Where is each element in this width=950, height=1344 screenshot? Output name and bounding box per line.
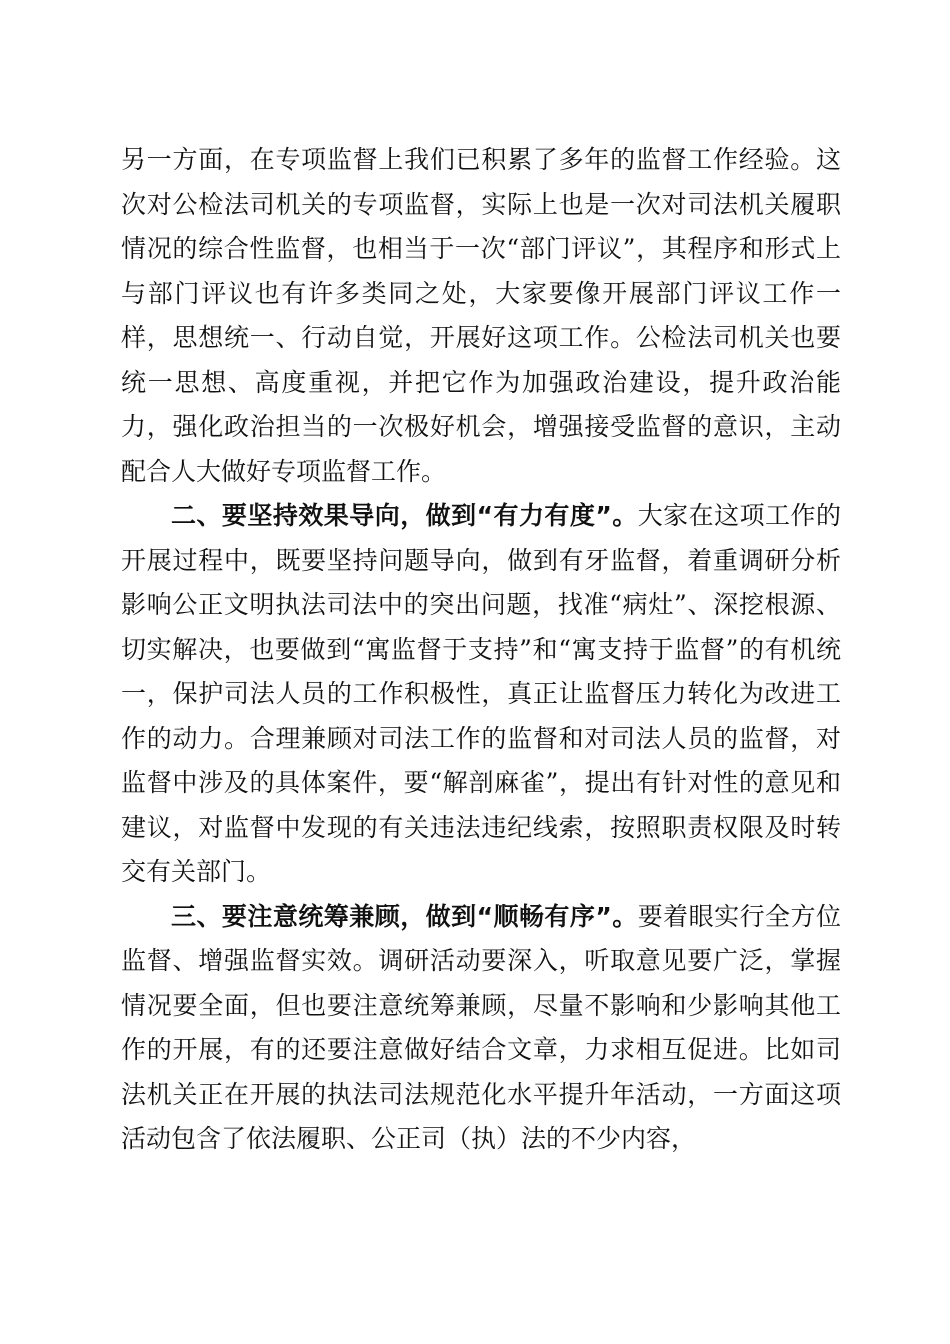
paragraph-body: 大家在这项工作的开展过程中，既要坚持问题导向，做到有牙监督，着重调研分析影响公正文明执法司法中的突出问题，找准“病灶”、深挖根源、切实解决，也要做到“寓监督于支持”和“寓支持于监督”的有机统一，保护司法人员的工作积极性，真正让监督压力转化为改进工作的动力。合理兼顾对司法工作的监督和对司法人员的监督，对监督中涉及的具体案件，要“解剖麻雀”，提出有针对性的意见和建议，对监督中发现的有关违法违纪线索，按照职责权限及时转交有关部门。 — [121, 501, 841, 886]
paragraph-body: 要着眼实行全方位监督、增强监督实效。调研活动要深入，听取意见要广泛，掌握情况要全面，但也要注意统筹兼顾，尽量不影响和少影响其他工作的开展，有的还要注意做好结合文章，力求相互促进。比如司法机关正在开展的执法司法规范化水平提升年活动，一方面这项活动包含了依法履职、公正司（执）法的不少内容， — [121, 901, 841, 1153]
paragraph-body: 另一方面，在专项监督上我们已积累了多年的监督工作经验。这次对公检法司机关的专项监督，实际上也是一次对司法机关履职情况的综合性监督，也相当于一次“部门评议”，其程序和形式上与部门评议也有许多类同之处，大家要像开展部门评议工作一样，思想统一、行动自觉，开展好这项工作。公检法司机关也要统一思想、高度重视，并把它作为加强政治建设，提升政治能力，强化政治担当的一次极好机会，增强接受监督的意识，主动配合人大做好专项监督工作。 — [121, 145, 841, 486]
section-heading: 二、要坚持效果导向，做到“有力有度”。 — [171, 501, 638, 530]
document-body — [121, 138, 841, 1162]
paragraph-continuation — [121, 138, 841, 494]
section-heading: 三、要注意统筹兼顾，做到“顺畅有序”。 — [171, 901, 638, 931]
paragraph-section-three — [121, 895, 841, 1162]
paragraph-section-two — [121, 494, 841, 895]
